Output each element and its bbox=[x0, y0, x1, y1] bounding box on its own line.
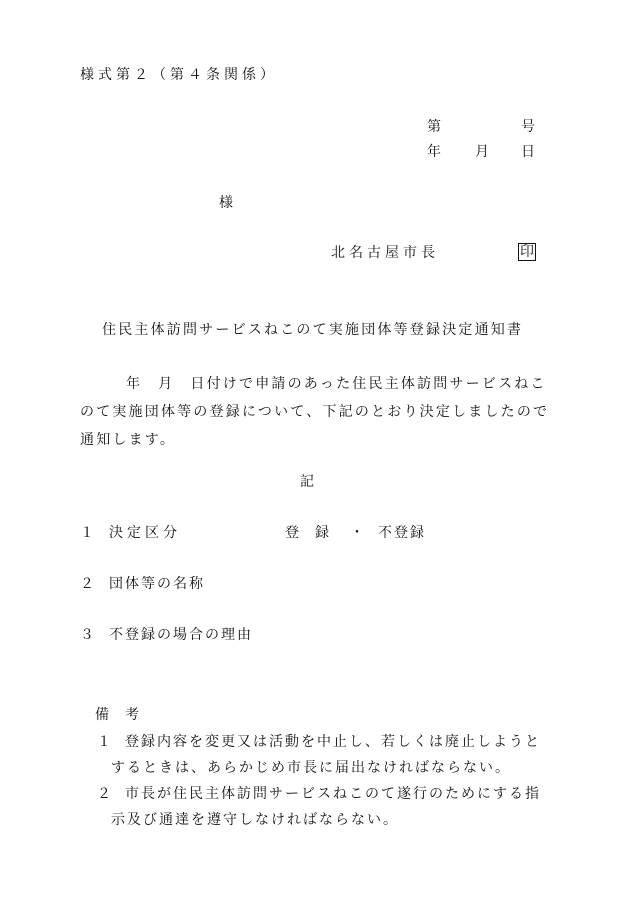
issuer-name: 北名古屋市長 bbox=[331, 245, 439, 261]
item-2-number: ２ bbox=[80, 576, 94, 592]
note-1-line2: するときは、あらかじめ市長に届出なければならない。 bbox=[111, 760, 511, 776]
ki-label: 記 bbox=[300, 474, 314, 490]
form-number: 様式第２（第４条関係） bbox=[80, 67, 278, 83]
item-2-label: 団体等の名称 bbox=[109, 576, 205, 592]
item-1-label: 決定区分 bbox=[109, 525, 181, 541]
date-year: 年 bbox=[427, 144, 441, 160]
date-month: 月 bbox=[475, 144, 489, 160]
item-1-number: １ bbox=[80, 525, 94, 541]
seal-mark bbox=[518, 243, 536, 261]
note-2-number: ２ bbox=[97, 786, 113, 802]
item-3-label: 不登録の場合の理由 bbox=[109, 627, 253, 643]
body-month: 月 bbox=[158, 376, 175, 392]
date-day: 日 bbox=[521, 144, 535, 160]
notes-heading: 備 考 bbox=[95, 707, 140, 723]
document-title: 住民主体訪問サービスねこのて実施団体等登録決定通知書 bbox=[102, 322, 524, 338]
body-year: 年 bbox=[126, 376, 143, 392]
seal-stamp: 印 bbox=[520, 244, 534, 260]
doc-number-suffix: 号 bbox=[521, 119, 535, 135]
note-1-line1: 登録内容を変更又は活動を中止し、若しくは廃止しようと bbox=[125, 734, 541, 750]
note-2-line1: 市長が住民主体訪問サービスねこのて遂行のためにする指 bbox=[125, 786, 541, 802]
body-paragraph bbox=[80, 370, 550, 454]
body-line3: 通知します。 bbox=[80, 432, 177, 448]
option-register: 登 録 bbox=[285, 525, 330, 541]
option-separator: ・ bbox=[350, 525, 364, 541]
body-line1-rest: 日付けで申請のあった住民主体訪問サービスねこ bbox=[190, 376, 547, 392]
notes-section bbox=[80, 702, 540, 833]
note-1-number: １ bbox=[97, 734, 113, 750]
addressee-suffix: 様 bbox=[219, 195, 233, 211]
item-3-number: ３ bbox=[80, 627, 94, 643]
body-line2: のて実施団体等の登録について、下記のとおり決定しましたので bbox=[80, 404, 550, 420]
option-not-register: 不登録 bbox=[378, 525, 426, 541]
note-2-line2: 示及び通達を遵守しなければならない。 bbox=[111, 812, 399, 828]
doc-number-prefix: 第 bbox=[427, 119, 441, 135]
